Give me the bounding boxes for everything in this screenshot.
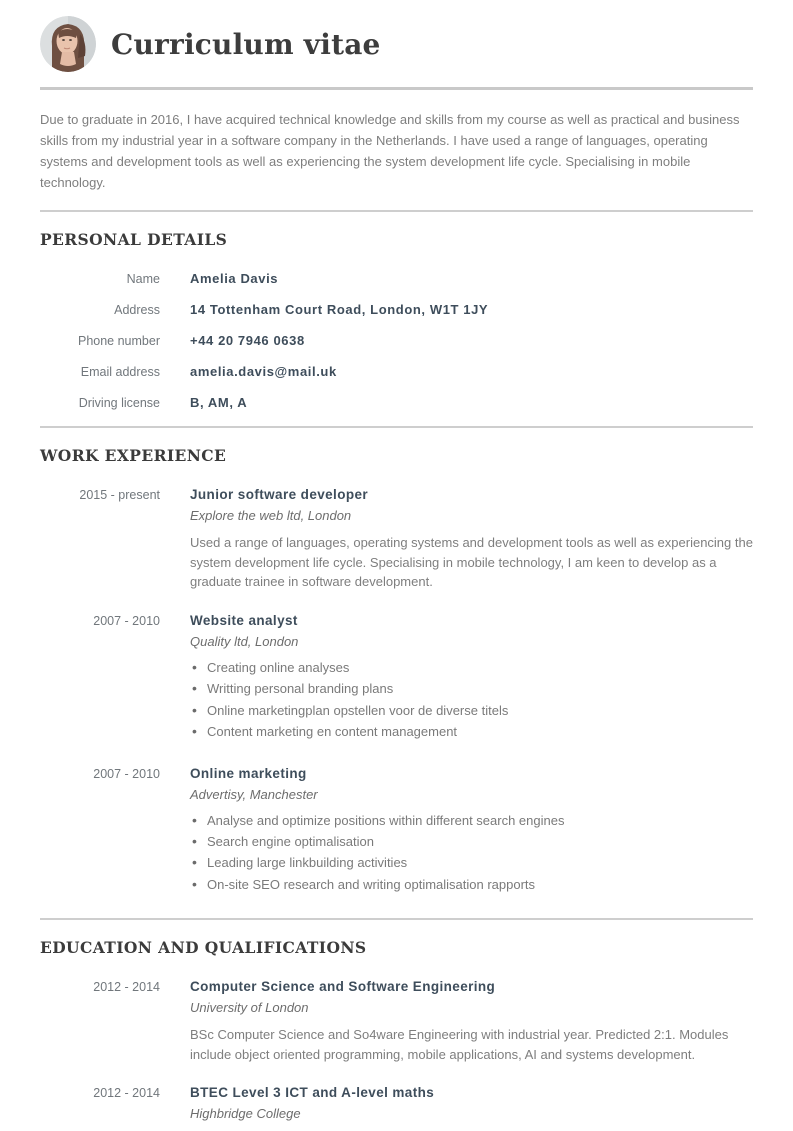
- job-organization: Advertisy, Manchester: [190, 786, 318, 802]
- detail-row: [40, 271, 753, 286]
- education-organization: Highbridge College: [190, 1106, 301, 1122]
- detail-value-driving-license: B, AM, A: [190, 395, 248, 411]
- profile-summary: Due to graduate in 2016, I have acquired technical knowledge and skills from my course as well as practical and business skills from my industrial year in a software company in the Netherlands. I have used a range of languages, operating systems and development tools as well as experiencing the system development life cycle. Specialising in mobile technology.: [40, 112, 740, 191]
- portrait-photo-icon: [40, 16, 96, 72]
- education-period: 2012 - 2014: [93, 980, 160, 995]
- detail-row: [40, 333, 753, 348]
- job-bullet: • Analyse and optimize positions within different search engines: [190, 812, 753, 830]
- job-title: Junior software developer: [190, 487, 369, 503]
- section-education: [40, 920, 753, 1131]
- job-entry: [40, 613, 753, 745]
- job-period: 2007 - 2010: [93, 766, 160, 781]
- job-description: Used a range of languages, operating systems and development tools as well as experiencing the system development life cycle. Specialising in mobile technology, I am keen to develop as a graduate trainee in software development.: [190, 535, 753, 590]
- work-experience-heading: WORK EXPERIENCE: [40, 446, 227, 466]
- job-bullet: • Creating online analyses: [190, 659, 753, 677]
- section-personal-details: [40, 212, 753, 410]
- job-bullet: • Leading large linkbuilding activities: [190, 854, 753, 872]
- section-work-experience: [40, 428, 753, 897]
- education-entry: [40, 1085, 753, 1131]
- education-title: Computer Science and Software Engineering: [190, 979, 496, 995]
- avatar: [40, 16, 96, 72]
- job-bullet: • Online marketingplan opstellen voor de diverse titels: [190, 702, 753, 720]
- header-divider: [40, 87, 753, 90]
- education-title: BTEC Level 3 ICT and A-level maths: [190, 1085, 435, 1101]
- job-entry: [40, 766, 753, 898]
- job-period: 2007 - 2010: [93, 613, 160, 628]
- page-title: Curriculum vitae: [111, 27, 381, 61]
- job-organization: Explore the web ltd, London: [190, 508, 352, 524]
- education-entry: [40, 979, 753, 1064]
- education-organization: University of London: [190, 1000, 309, 1016]
- cv-header: [40, 16, 753, 87]
- detail-value-phone: +44 20 7946 0638: [190, 333, 305, 349]
- job-bullet: • On-site SEO research and writing optimalisation rapports: [190, 876, 753, 894]
- detail-label: Driving license: [78, 396, 160, 411]
- detail-row: [40, 395, 753, 410]
- detail-row: [40, 364, 753, 379]
- education-heading: EDUCATION AND QUALIFICATIONS: [40, 938, 367, 958]
- job-bullet-list: [190, 659, 753, 742]
- job-period: 2015 - present: [79, 488, 160, 503]
- detail-value-name: Amelia Davis: [190, 271, 279, 287]
- job-bullet-list: [190, 812, 753, 895]
- job-bullet: • Writting personal branding plans: [190, 680, 753, 698]
- education-description: BSc Computer Science and So4ware Engineering with industrial year. Predicted 2:1. Modules include object oriented programming, mobile applications, AI and systems development.: [190, 1027, 729, 1062]
- detail-row: [40, 302, 753, 317]
- job-title: Website analyst: [190, 612, 298, 628]
- detail-value-address: 14 Tottenham Court Road, London, W1T 1JY: [190, 302, 489, 318]
- detail-value-email: amelia.davis@mail.uk: [190, 364, 337, 380]
- education-period: 2012 - 2014: [93, 1086, 160, 1101]
- detail-label: Address: [114, 303, 160, 318]
- job-title: Online marketing: [190, 765, 307, 781]
- detail-label: Email address: [80, 365, 160, 380]
- personal-details-heading: PERSONAL DETAILS: [40, 230, 228, 250]
- detail-label: Name: [126, 272, 160, 287]
- job-bullet: • Search engine optimalisation: [190, 833, 753, 851]
- detail-label: Phone number: [77, 334, 160, 349]
- job-entry: [40, 487, 753, 592]
- job-bullet: • Content marketing en content management: [190, 723, 753, 741]
- job-organization: Quality ltd, London: [190, 633, 299, 649]
